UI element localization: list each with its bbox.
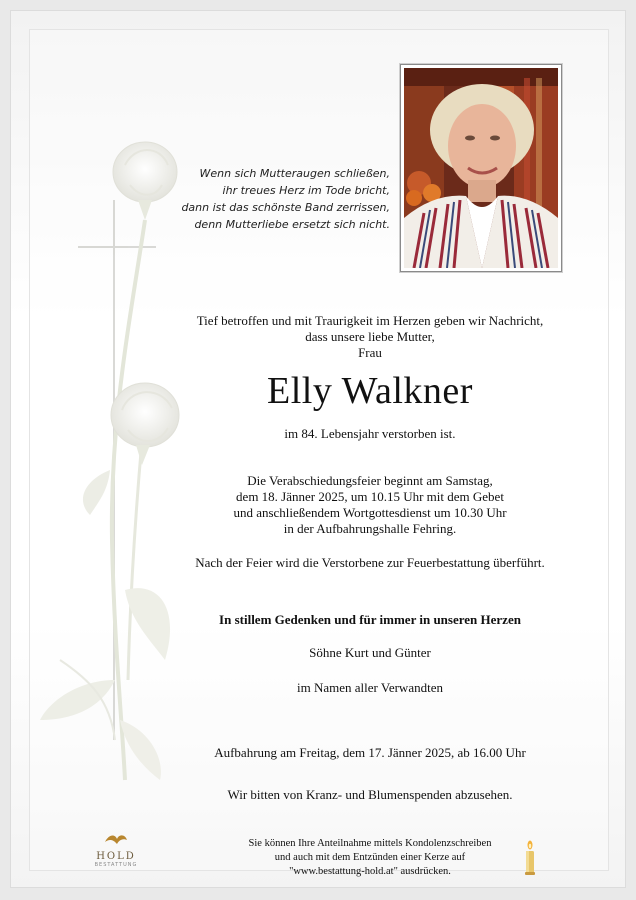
portrait-photo <box>404 68 558 268</box>
intro-line: Tief betroffen und mit Traurigkeit im Herzen geben wir Nachricht, <box>196 313 544 328</box>
age-line: im 84. Lebensjahr verstorben ist. <box>284 426 456 441</box>
service-line: Die Verabschiedungsfeier beginnt am Samstag, <box>247 473 493 488</box>
condolence-line: und auch mit dem Entzünden einer Kerze auf <box>274 852 466 863</box>
poem <box>170 165 390 233</box>
memorial-line: In stillem Gedenken und für immer in unseren Herzen <box>219 612 521 627</box>
candle-icon <box>522 840 538 876</box>
poem-line: dann ist das schönste Band zerrissen, <box>181 201 390 214</box>
relatives-line: im Namen aller Verwandten <box>297 680 443 695</box>
intro-line: dass unsere liebe Mutter, <box>305 329 435 344</box>
intro-line: Frau <box>358 345 382 360</box>
logo-subtitle: BESTATTUNG <box>94 862 138 868</box>
donation-request: Wir bitten von Kranz- und Blumenspenden abzusehen. <box>227 787 513 802</box>
rose-top <box>113 142 177 220</box>
deceased-name: Elly Walkner <box>267 370 473 412</box>
poem-line: Wenn sich Mutteraugen schließen, <box>199 167 390 180</box>
poem-line: ihr treues Herz im Tode bricht, <box>222 184 390 197</box>
cremation-note: Nach der Feier wird die Verstorbene zur Feuerbestattung überführt. <box>195 555 545 570</box>
viewing-line: Aufbahrung am Freitag, dem 17. Jänner 2025, ab 16.00 Uhr <box>214 745 526 760</box>
service-line: in der Aufbahrungshalle Fehring. <box>283 521 457 536</box>
service-details <box>150 473 590 537</box>
hold-bestattung-logo <box>88 832 144 868</box>
service-line: und anschließendem Wortgottesdienst um 10.30 Uhr <box>233 505 507 520</box>
intro-text <box>150 313 590 361</box>
poem-line: denn Mutterliebe ersetzt sich nicht. <box>194 218 390 231</box>
condolence-line: Sie können Ihre Anteilnahme mittels Kondolenzschreiben <box>248 838 492 849</box>
logo-name: HOLD <box>96 851 136 862</box>
portrait-photo-frame <box>400 64 562 272</box>
service-line: dem 18. Jänner 2025, um 10.15 Uhr mit dem Gebet <box>236 489 504 504</box>
sons-line: Söhne Kurt und Günter <box>309 645 431 660</box>
hold-bestattung-logo-icon <box>103 832 129 846</box>
condolence-line: "www.bestattung-hold.at" ausdrücken. <box>289 866 451 877</box>
